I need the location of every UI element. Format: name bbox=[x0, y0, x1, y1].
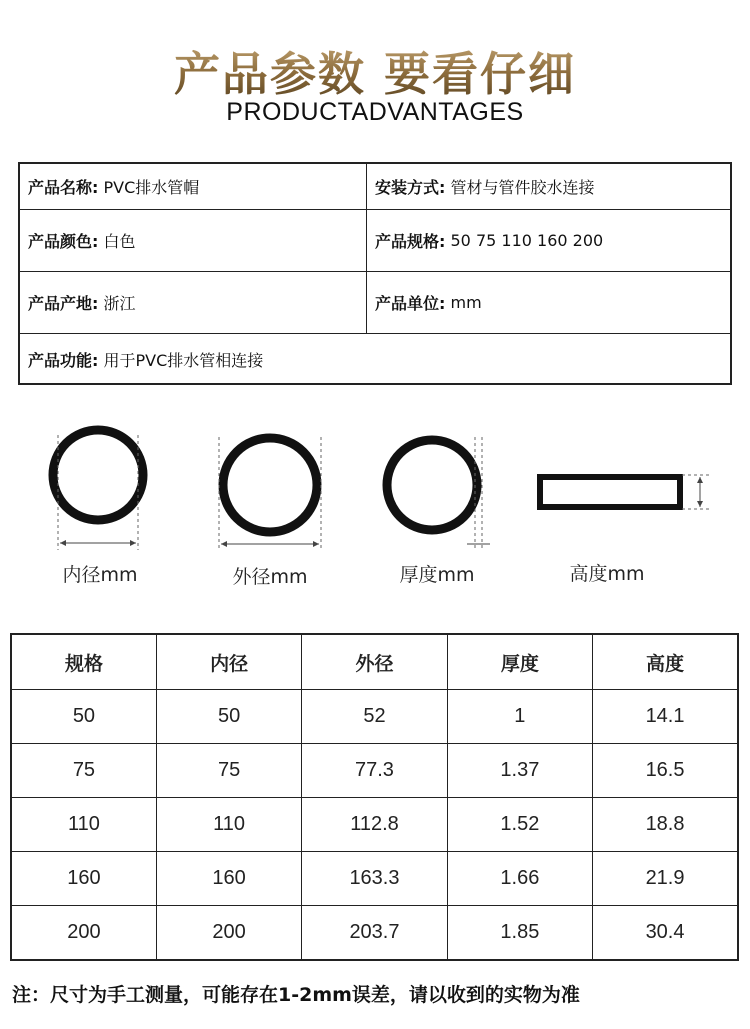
param-label: 产品颜色: bbox=[28, 232, 99, 251]
inner-diameter-icon bbox=[35, 425, 165, 555]
table-row bbox=[11, 744, 738, 798]
param-label: 产品规格: bbox=[375, 232, 446, 251]
spec-cell: 1.85 bbox=[447, 906, 592, 961]
param-cell bbox=[20, 272, 367, 333]
param-value: 浙江 bbox=[103, 294, 136, 313]
height-icon bbox=[532, 425, 722, 555]
thickness-icon bbox=[372, 425, 502, 555]
table-row bbox=[11, 852, 738, 906]
spec-header-cell: 厚度 bbox=[447, 634, 592, 690]
outer-diameter-icon bbox=[205, 425, 335, 555]
diagram-label: 高度mm bbox=[569, 563, 645, 585]
spec-header-cell: 高度 bbox=[593, 634, 738, 690]
spec-cell: 163.3 bbox=[302, 852, 447, 906]
height-diagram bbox=[532, 425, 722, 605]
param-label: 产品功能: bbox=[28, 351, 99, 370]
spec-cell: 200 bbox=[11, 906, 156, 961]
param-cell bbox=[20, 164, 367, 209]
measurement-note: 注：尺寸为手工测量，可能存在1-2mm误差，请以收到的实物为准 bbox=[12, 984, 580, 1006]
param-cell bbox=[20, 210, 367, 271]
spec-cell: 1 bbox=[447, 690, 592, 744]
param-label: 产品产地: bbox=[28, 294, 99, 313]
spec-cell: 160 bbox=[156, 852, 301, 906]
spec-cell: 21.9 bbox=[593, 852, 738, 906]
param-cell bbox=[20, 334, 730, 385]
spec-cell: 203.7 bbox=[302, 906, 447, 961]
spec-cell: 1.37 bbox=[447, 744, 592, 798]
param-label: 安装方式: bbox=[375, 178, 446, 197]
spec-cell: 110 bbox=[11, 798, 156, 852]
param-value: PVC排水管帽 bbox=[103, 178, 200, 197]
spec-header-cell: 规格 bbox=[11, 634, 156, 690]
param-cell bbox=[367, 164, 732, 209]
table-row bbox=[11, 690, 738, 744]
param-value: 50 75 110 160 200 bbox=[450, 231, 604, 250]
spec-cell: 50 bbox=[11, 690, 156, 744]
product-params-table bbox=[18, 162, 732, 385]
diagram-label: 内径mm bbox=[62, 564, 138, 586]
spec-cell: 112.8 bbox=[302, 798, 447, 852]
spec-cell: 75 bbox=[11, 744, 156, 798]
params-row bbox=[20, 210, 730, 272]
table-row bbox=[11, 798, 738, 852]
params-row bbox=[20, 164, 730, 210]
params-row bbox=[20, 272, 730, 334]
outer-diameter-diagram bbox=[205, 425, 335, 605]
spec-cell: 1.52 bbox=[447, 798, 592, 852]
spec-header-cell: 内径 bbox=[156, 634, 301, 690]
spec-cell: 75 bbox=[156, 744, 301, 798]
params-row bbox=[20, 334, 730, 385]
diagram-label: 外径mm bbox=[232, 566, 308, 588]
spec-cell: 16.5 bbox=[593, 744, 738, 798]
param-value: 用于PVC排水管相连接 bbox=[103, 351, 264, 370]
spec-cell: 160 bbox=[11, 852, 156, 906]
spec-header-row bbox=[11, 634, 738, 690]
page-title: 产品参数 要看仔细 bbox=[0, 38, 750, 104]
spec-cell: 110 bbox=[156, 798, 301, 852]
param-cell bbox=[367, 210, 732, 271]
param-value: mm bbox=[450, 293, 482, 312]
param-cell bbox=[367, 272, 732, 333]
spec-table bbox=[10, 633, 739, 961]
spec-header-cell: 外径 bbox=[302, 634, 447, 690]
thickness-diagram bbox=[372, 425, 502, 605]
spec-cell: 1.66 bbox=[447, 852, 592, 906]
inner-diameter-diagram bbox=[35, 425, 165, 605]
page-subtitle: PRODUCTADVANTAGES bbox=[226, 98, 524, 126]
spec-cell: 50 bbox=[156, 690, 301, 744]
param-value: 白色 bbox=[103, 232, 136, 251]
spec-cell: 30.4 bbox=[593, 906, 738, 961]
param-label: 产品名称: bbox=[28, 178, 99, 197]
param-value: 管材与管件胶水连接 bbox=[450, 178, 595, 197]
spec-cell: 200 bbox=[156, 906, 301, 961]
diagram-label: 厚度mm bbox=[399, 564, 475, 586]
spec-cell: 77.3 bbox=[302, 744, 447, 798]
spec-cell: 18.8 bbox=[593, 798, 738, 852]
param-label: 产品单位: bbox=[375, 294, 446, 313]
table-row bbox=[11, 906, 738, 961]
spec-cell: 52 bbox=[302, 690, 447, 744]
spec-cell: 14.1 bbox=[593, 690, 738, 744]
